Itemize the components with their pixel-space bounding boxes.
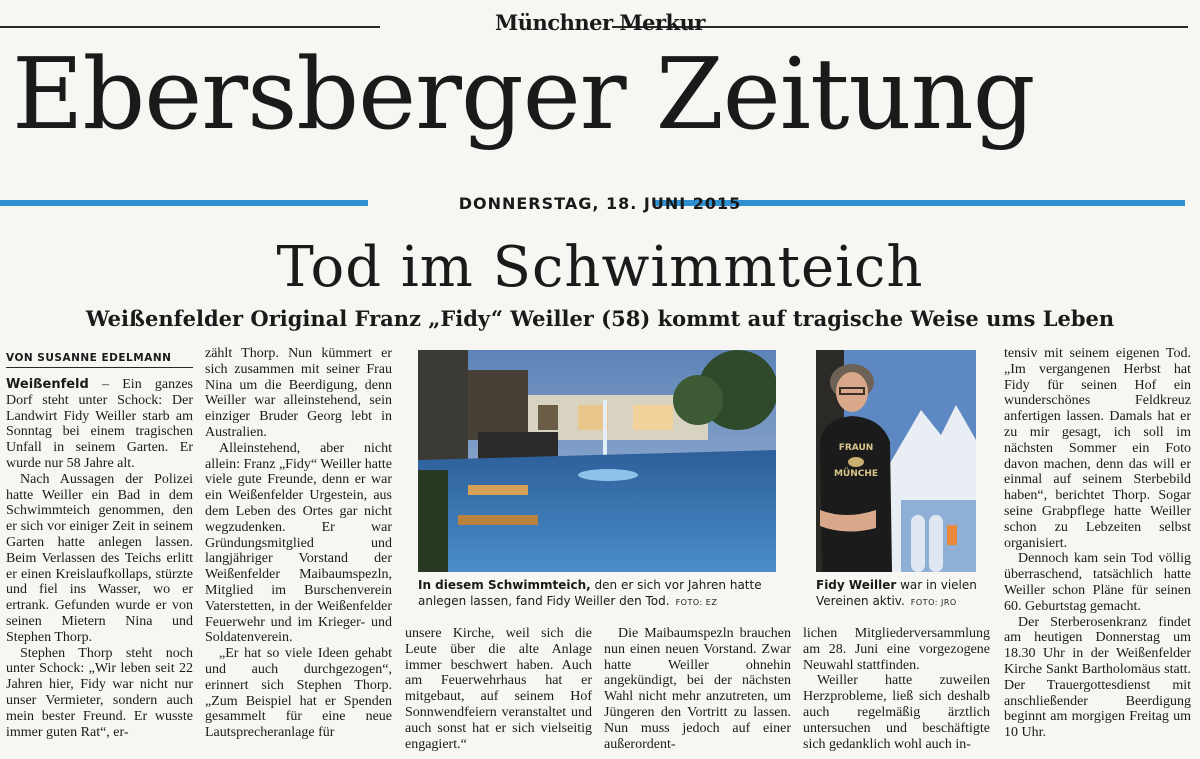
photo-credit: FOTO: JRO	[910, 597, 957, 607]
article-column-6	[1004, 346, 1191, 741]
shirt-text-2: MÜNCHE	[833, 469, 879, 479]
article-column-3	[405, 626, 592, 752]
caption-text: den er sich vor Jahren hatte anlegen lassen, fand Fidy Weiller den Tod.	[418, 578, 762, 608]
paragraph: zählt Thorp. Nun kümmert er sich zusammen mit seiner Frau Nina um die Beerdigung, denn Weiller war alleinstehend, sein einziger Bruder Georg lebt in Australien.	[205, 346, 392, 440]
portrait-photo	[816, 350, 976, 572]
caption-lead: In diesem Schwimmteich,	[418, 578, 591, 592]
paragraph: Der Sterberosenkranz findet am heutigen Donnerstag um 18.30 Uhr in der Weißenfelder Kirche Sankt Bartholomäus statt. Der Trauergottesdienst mit anschließender Beerdigung beginnt am morgigen Freitag um 10 Uhr.	[1004, 614, 1191, 741]
photo-credit: FOTO: EZ	[675, 597, 718, 607]
newspaper-group-name: Münchner Merkur	[495, 10, 705, 35]
article-byline: VON SUSANNE EDELMANN	[6, 352, 172, 364]
paragraph: Alleinstehend, aber nicht allein: Franz „Fidy“ Weiller hatte viele gute Freunde, denn er war ein Weißenfelder Urgestein, aus dem Leben des Ortes gar nicht wegzudenken. Er war Gründungsmitglied und langjähriger Vorstand der Weißenfelder Maibaumspezln, Mitglied im Burschenverein Vaterstetten, in der Weißenfelder Feuerwehr und im Krieger- und Soldatenverein.	[205, 440, 392, 646]
byline-rule	[6, 367, 193, 368]
article-column-1	[6, 377, 193, 740]
caption-lead: Fidy Weiller	[816, 578, 897, 592]
paragraph: „Er hat so viele Ideen gehabt und auch durchgezogen“, erinnert sich Stephen Thorp. „Zum Beispiel hat er Spenden gesammelt für eine neue Lautsprecheranlage für	[205, 646, 392, 741]
article-headline: Tod im Schwimmteich	[276, 235, 924, 300]
article-column-5	[803, 626, 990, 752]
paragraph: Nach Aussagen der Polizei hatte Weiller ein Bad in dem Schwimmteich genommen, den er sich vor einiger Zeit in seinem Garten hatte anlegen lassen. Beim Verlassen des Teichs erlitt er einen Kreislaufkollaps, stürzte und fiel ins Wasser, wo er ertrank. Gefunden wurde er von seinen Mietern Nina und Stephen Thorp.	[6, 471, 193, 645]
article-column-4	[604, 626, 791, 752]
pond-photo-caption	[418, 578, 776, 610]
caption-text: war in vielen Vereinen aktiv.	[816, 578, 977, 608]
shirt-text-1: FRAUN	[838, 443, 874, 453]
portrait-photo-caption	[816, 578, 981, 610]
dateline-place: Weißenfeld	[6, 377, 89, 392]
paragraph: – Ein ganzes Dorf steht unter Schock: Der Landwirt Fidy Weiller starb am Sonntag bei einem tragischen Unfall in seinem Garten. Er wurde nur 58 Jahre alt.	[6, 377, 193, 471]
paragraph: Dennoch kam sein Tod völlig überraschend, tatsächlich hatte Weiller schon Pläne für seinen 60. Geburtstag gemacht.	[1004, 551, 1191, 614]
paragraph: Stephen Thorp steht noch unter Schock: „Wir leben seit 22 Jahren hier, Fidy war nicht nur unser Vermieter, sondern auch mein bester Freund. Er wusste immer guten Rat“, er-	[6, 645, 193, 740]
paragraph: Die Maibaumspezln brauchen nun einen neuen Vorstand. Zwar hatte Weiller ohnehin angekündigt, bei der nächsten Wahl nicht mehr anzutreten, um Jüngeren den Vortritt zu lassen. Nun muss jedoch auf einer außerordent-	[604, 626, 791, 752]
paragraph: unsere Kirche, weil sich die Leute über die alte Anlage immer beschwert haben. Auch am Feuerwehrhaus hat er mitgebaut, auf seinem Hof Sonnwendfeiern veranstaltet und auch sonst hat er sich vielseitig engagiert.“	[405, 626, 592, 752]
paragraph: lichen Mitgliederversammlung am 28. Juni eine vorgezogene Neuwahl stattfinden.	[803, 626, 990, 673]
pond-image	[418, 350, 776, 572]
paragraph: Weiller hatte zuweilen Herzprobleme, ließ sich deshalb auch regelmäßig ärztlich untersuchen und beschäftigte sich gedanklich wohl auch in-	[803, 673, 990, 752]
paragraph: tensiv mit seinem eigenen Tod. „Im vergangenen Herbst hat Fidy für seinen Hof ein wunderschönes Feldkreuz anfertigen lassen. Damals hat er zu mir gesagt, ich soll im nächsten Sommer ein Foto davon machen, denn das will er einmal auf seinem Sterbebild haben“, berichtet Thorp. Sogar seine Grabpflege hatte Weiller schon zu Lebzeiten selbst organisiert.	[1004, 346, 1191, 551]
pond-photo	[418, 350, 776, 572]
portrait-image	[816, 350, 976, 572]
masthead-title: Ebersberger Zeitung	[12, 38, 1035, 152]
article-column-2	[205, 346, 392, 741]
article-subheadline: Weißenfelder Original Franz „Fidy“ Weiller (58) kommt auf tragische Weise ums Leben	[85, 306, 1115, 331]
issue-date: DONNERSTAG, 18. JUNI 2015	[458, 194, 742, 213]
